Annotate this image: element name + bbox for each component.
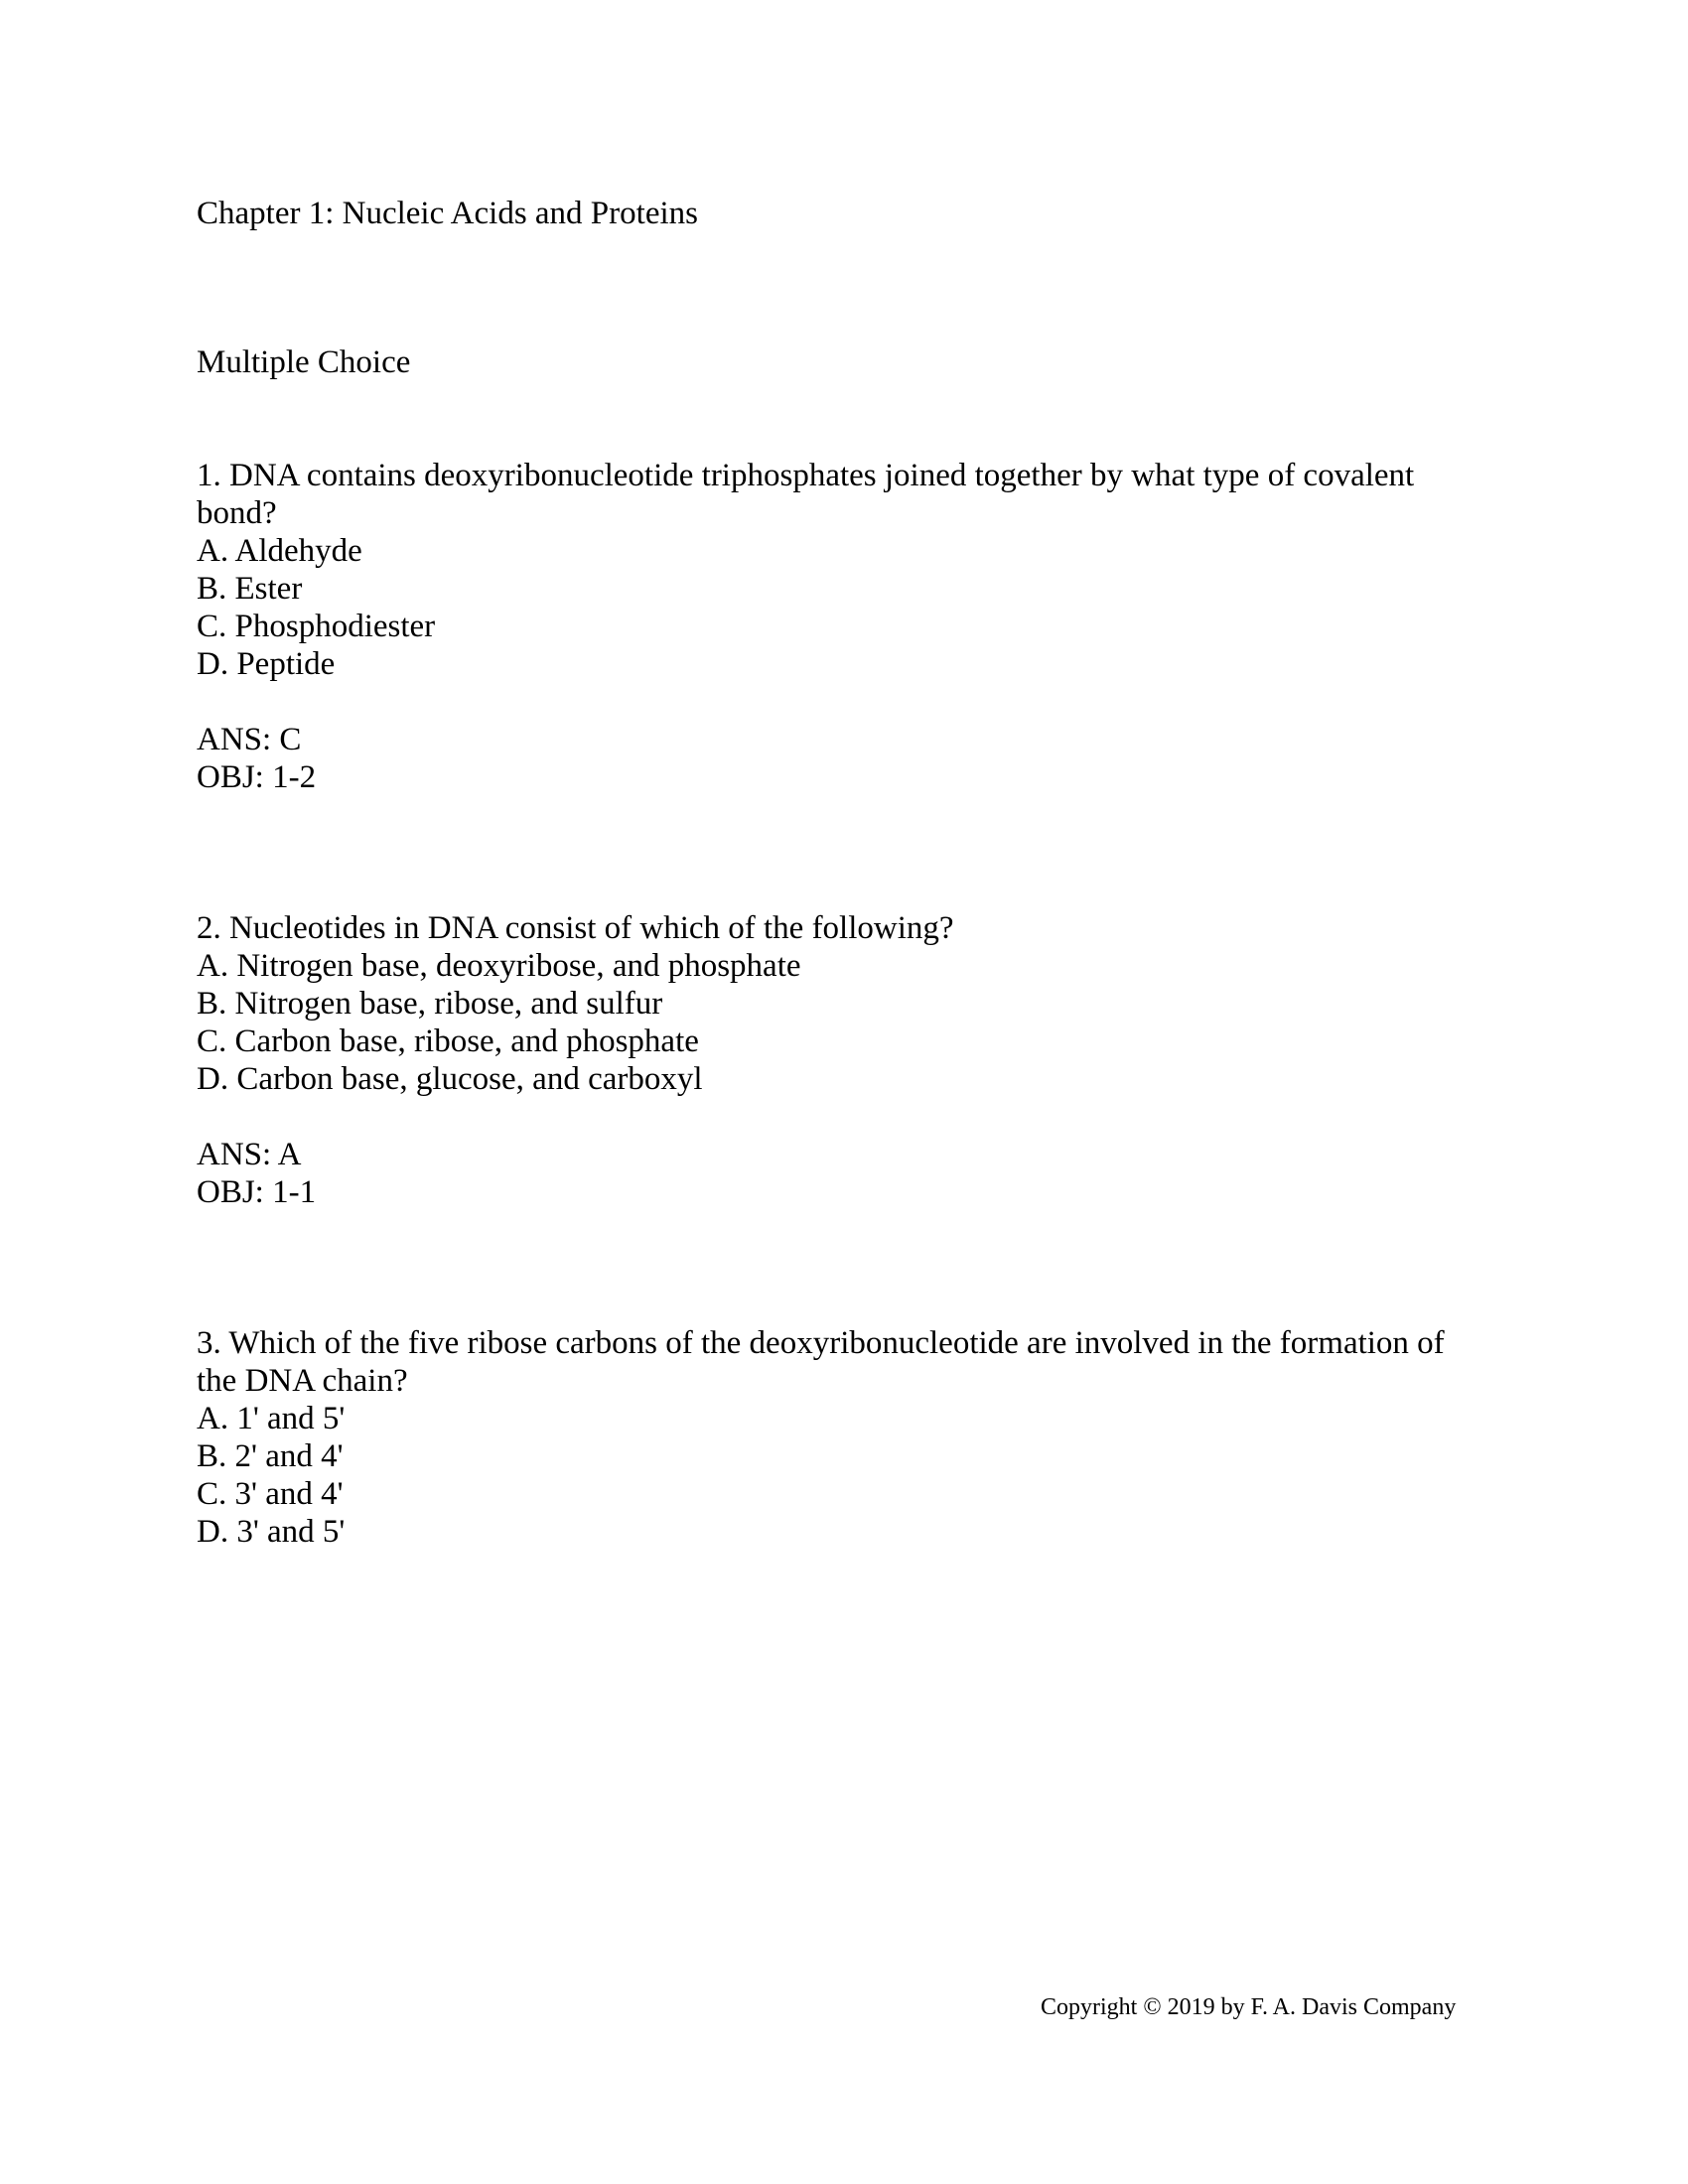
answer-options — [197, 1400, 1487, 1551]
question-2 — [197, 909, 1487, 1211]
document-content — [197, 195, 1487, 1551]
option-b: B. Nitrogen base, ribose, and sulfur — [197, 986, 663, 1022]
option-d: D. Peptide — [197, 646, 336, 682]
option-c: C. 3' and 4' — [197, 1476, 344, 1512]
answer-options — [197, 532, 1487, 683]
question-1 — [197, 457, 1487, 796]
option-d: D. 3' and 5' — [197, 1514, 346, 1550]
answer-key: ANS: C — [197, 722, 302, 757]
question-stem: 3. Which of the five ribose carbons of the deoxyribonucleotide are involved in the formation of the DNA chain? — [197, 1325, 1445, 1399]
option-c: C. Carbon base, ribose, and phosphate — [197, 1024, 699, 1059]
option-b: B. Ester — [197, 571, 303, 607]
option-a: A. 1' and 5' — [197, 1401, 346, 1436]
objective: OBJ: 1-2 — [197, 759, 317, 795]
section-heading: Multiple Choice — [197, 344, 411, 380]
question-stem: 1. DNA contains deoxyribonucleotide triphosphates joined together by what type of covalent bond? — [197, 458, 1415, 531]
option-d: D. Carbon base, glucose, and carboxyl — [197, 1061, 703, 1097]
option-a: A. Nitrogen base, deoxyribose, and phosphate — [197, 948, 801, 984]
copyright-notice: Copyright © 2019 by F. A. Davis Company — [1041, 1994, 1457, 2020]
question-spacer — [197, 796, 1487, 909]
answer-options — [197, 947, 1487, 1098]
answer-metadata — [197, 1136, 1487, 1211]
question-stem: 2. Nucleotides in DNA consist of which of the following? — [197, 910, 954, 946]
chapter-title: Chapter 1: Nucleic Acids and Proteins — [197, 196, 698, 231]
option-c: C. Phosphodiester — [197, 609, 436, 644]
option-a: A. Aldehyde — [197, 533, 362, 569]
objective: OBJ: 1-1 — [197, 1174, 317, 1210]
question-spacer — [197, 1211, 1487, 1324]
answer-key: ANS: A — [197, 1137, 302, 1172]
question-3 — [197, 1324, 1487, 1551]
option-b: B. 2' and 4' — [197, 1438, 344, 1474]
answer-metadata — [197, 721, 1487, 796]
